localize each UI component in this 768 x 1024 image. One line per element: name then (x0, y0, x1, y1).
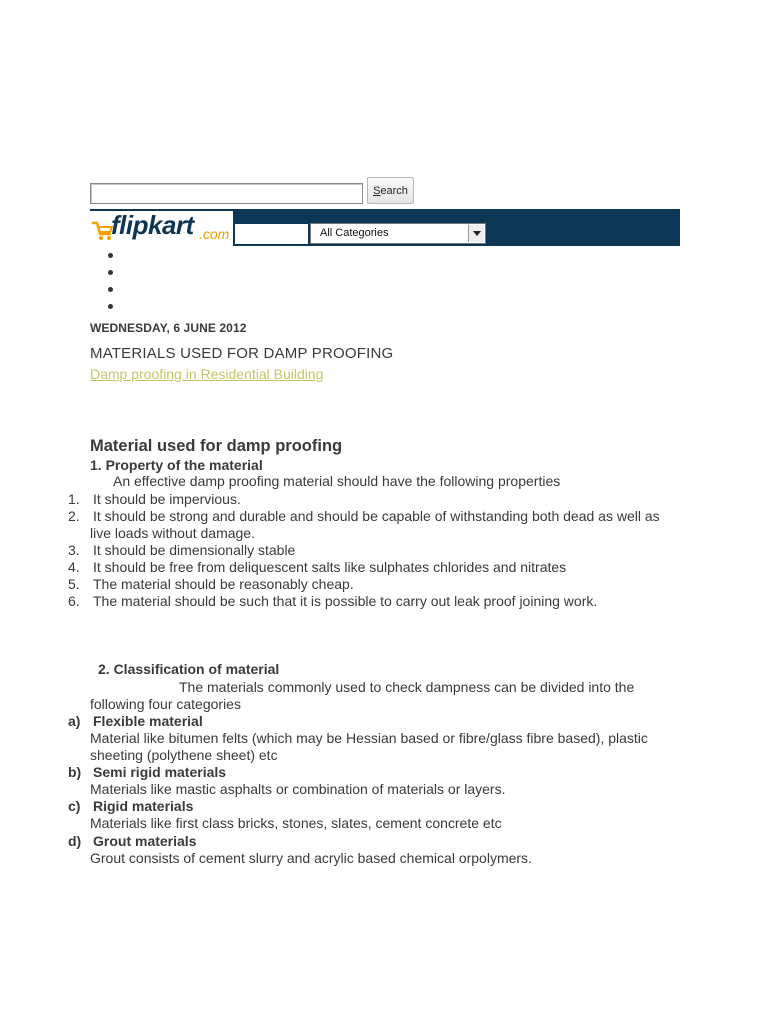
nav-bullet (108, 287, 113, 292)
category-item-description: sheeting (polythene sheet) etc (90, 747, 278, 763)
category-item-title: Flexible material (93, 713, 203, 729)
logo-suffix: .com (199, 226, 230, 242)
category-item-title: Semi rigid materials (93, 764, 227, 780)
chevron-down-icon[interactable] (468, 225, 484, 242)
property-item-number: 6. (68, 593, 80, 609)
nav-bullet (108, 253, 113, 258)
category-item-description: Material like bitumen felts (which may be Hessian based or fibre/glass fibre based), plastic (90, 730, 648, 746)
classification-heading: 2. Classification of material (98, 661, 280, 677)
section-heading: Material used for damp proofing (90, 437, 343, 455)
property-item-number: 2. (68, 508, 80, 524)
category-item-title: Rigid materials (93, 798, 194, 814)
property-item-text: The material should be reasonably cheap. (93, 576, 354, 592)
post-date: WEDNESDAY, 6 JUNE 2012 (90, 321, 247, 335)
category-item-description: Materials like mastic asphalts or combination of materials or layers. (90, 781, 506, 797)
classification-intro-line1: The materials commonly used to check dampness can be divided into the (179, 679, 635, 695)
property-item-number: 4. (68, 559, 80, 575)
nav-bullet (108, 270, 113, 275)
property-item-text: It should be strong and durable and should be capable of withstanding both dead as well as (93, 508, 660, 524)
property-item-number: 3. (68, 542, 80, 558)
category-select[interactable] (310, 223, 486, 244)
post-title[interactable]: MATERIALS USED FOR DAMP PROOFING (90, 345, 394, 362)
property-item-text: The material should be such that it is possible to carry out leak proof joining work. (93, 593, 598, 609)
category-item-label: d) (68, 833, 82, 849)
search-button[interactable] (367, 177, 414, 204)
property-heading: 1. Property of the material (90, 457, 263, 473)
category-item-description: Materials like first class bricks, stones, slates, cement concrete etc (90, 815, 502, 831)
property-item-text: It should be impervious. (93, 491, 241, 507)
property-item-text: live loads without damage. (90, 525, 255, 541)
category-select-value: All Categories (320, 227, 389, 239)
logo-wordmark: flipkart (111, 210, 194, 240)
property-item-text: It should be dimensionally stable (93, 542, 296, 558)
category-item-description: Grout consists of cement slurry and acrylic based chemical orpolymers. (90, 850, 532, 866)
classification-intro-line2: following four categories (90, 696, 241, 712)
search-button-label: earch (380, 184, 408, 197)
category-item-label: c) (68, 798, 81, 814)
property-intro: An effective damp proofing material should have the following properties (113, 473, 561, 489)
banner-search-input[interactable] (235, 224, 308, 244)
flipkart-logo[interactable] (90, 211, 233, 246)
nav-bullet (108, 304, 113, 309)
category-item-label: b) (68, 764, 82, 780)
post-link[interactable]: Damp proofing in Residential Building (90, 366, 324, 382)
search-button-accesskey: S (373, 184, 381, 197)
property-item-number: 1. (68, 491, 80, 507)
category-item-label: a) (68, 713, 81, 729)
category-item-title: Grout materials (93, 833, 197, 849)
property-item-text: It should be free from deliquescent salts like sulphates chlorides and nitrates (93, 559, 567, 575)
property-item-number: 5. (68, 576, 80, 592)
search-input[interactable] (90, 183, 363, 204)
